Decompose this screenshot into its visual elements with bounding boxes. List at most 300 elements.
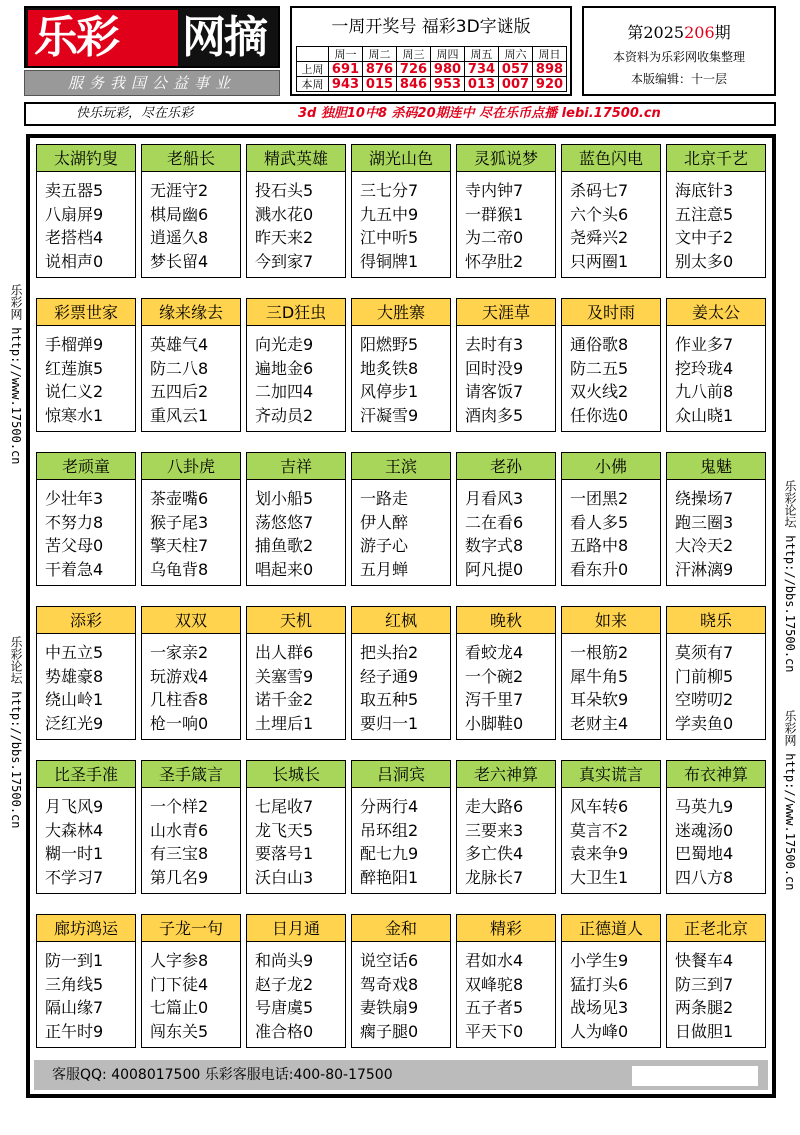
card-riddle-list bbox=[255, 333, 313, 427]
riddle-line: 绕操场7 bbox=[675, 489, 734, 508]
side-text-left-top: 乐彩网 http://www.17500.cn bbox=[9, 284, 23, 465]
card-riddle-list bbox=[570, 641, 628, 735]
riddle-line: 别太多0 bbox=[675, 251, 734, 271]
riddle-line: 沃白山3 bbox=[255, 867, 314, 887]
riddle-line: 糊一时1 bbox=[45, 844, 104, 863]
card-author: 金和 bbox=[352, 915, 450, 942]
day-header: 周六 bbox=[499, 47, 533, 62]
riddle-card bbox=[351, 144, 451, 278]
card-riddle-list bbox=[255, 949, 313, 1043]
riddle-line: 一路走 bbox=[360, 489, 409, 508]
card-riddle-list bbox=[570, 179, 628, 273]
riddle-card bbox=[141, 452, 241, 586]
card-riddle-list bbox=[150, 487, 208, 581]
riddle-line: 君如水4 bbox=[465, 951, 524, 970]
riddle-grid bbox=[26, 134, 776, 1098]
riddle-line: 任你选0 bbox=[570, 405, 629, 425]
riddle-line: 手榴弹9 bbox=[45, 335, 104, 354]
card-riddle-list bbox=[465, 333, 523, 427]
riddle-line: 分两行4 bbox=[360, 797, 419, 816]
card-riddle-list bbox=[465, 487, 523, 581]
card-riddle-list bbox=[675, 179, 733, 273]
card-author: 子龙一句 bbox=[142, 915, 240, 942]
riddle-line: 划小船5 bbox=[255, 489, 314, 508]
riddle-line: 杀码七7 bbox=[570, 181, 629, 200]
card-riddle-list bbox=[150, 641, 208, 735]
draw-number: 734 bbox=[465, 62, 499, 77]
draw-number: 846 bbox=[397, 77, 431, 92]
riddle-line: 山水青6 bbox=[150, 820, 209, 840]
riddle-line: 人为峰0 bbox=[570, 1021, 629, 1041]
card-author: 八卦虎 bbox=[142, 453, 240, 480]
riddle-card bbox=[456, 760, 556, 894]
site-logo[interactable] bbox=[24, 6, 280, 68]
riddle-line: 干着急4 bbox=[45, 559, 104, 579]
riddle-card bbox=[351, 452, 451, 586]
riddle-line: 一根筋2 bbox=[570, 643, 629, 662]
riddle-card bbox=[246, 760, 346, 894]
riddle-line: 空唠叨2 bbox=[675, 690, 734, 709]
draws-row-last-week bbox=[297, 62, 567, 77]
riddle-line: 九八前8 bbox=[675, 382, 734, 401]
riddle-line: 二加四4 bbox=[255, 382, 314, 401]
card-author: 太湖钓叟 bbox=[37, 145, 135, 172]
riddle-line: 为二帝0 bbox=[465, 228, 524, 247]
riddle-line: 溅水花0 bbox=[255, 204, 314, 224]
riddle-line: 两条腿2 bbox=[675, 998, 734, 1017]
riddle-line: 无涯守2 bbox=[150, 181, 209, 200]
card-author: 王滨 bbox=[352, 453, 450, 480]
logo-black-block bbox=[180, 10, 278, 66]
day-header: 周三 bbox=[397, 47, 431, 62]
card-author: 老顽童 bbox=[37, 453, 135, 480]
card-author: 蓝色闪电 bbox=[562, 145, 660, 172]
riddle-line: 日做胆1 bbox=[675, 1021, 734, 1041]
card-author: 晚秋 bbox=[457, 607, 555, 634]
draws-table bbox=[296, 46, 567, 92]
riddle-card bbox=[141, 298, 241, 432]
riddle-line: 多亡佚4 bbox=[465, 844, 524, 863]
riddle-line: 阳燃野5 bbox=[360, 335, 419, 354]
card-author: 彩票世家 bbox=[37, 299, 135, 326]
riddle-card bbox=[561, 298, 661, 432]
card-riddle-list bbox=[150, 795, 208, 889]
day-header: 周四 bbox=[431, 47, 465, 62]
riddle-card bbox=[36, 760, 136, 894]
footer-bar bbox=[34, 1060, 768, 1090]
riddle-line: 红莲旗5 bbox=[45, 358, 104, 378]
side-text-right-bottom: 乐彩网 http://www.17500.cn bbox=[783, 710, 797, 891]
riddle-line: 防二八8 bbox=[150, 358, 209, 378]
riddle-line: 配七九9 bbox=[360, 844, 419, 863]
riddle-line: 挖玲珑4 bbox=[675, 358, 734, 378]
logo-text-right: 网摘 bbox=[182, 12, 266, 63]
card-author: 精武英雄 bbox=[247, 145, 345, 172]
card-riddle-list bbox=[570, 333, 628, 427]
customer-service-text: 客服QQ: 4008017500 乐彩客服电话:400-80-17500 bbox=[52, 1067, 393, 1083]
riddle-line: 齐动员2 bbox=[255, 405, 314, 425]
card-author: 湖光山色 bbox=[352, 145, 450, 172]
side-text-left-bottom: 乐彩论坛 http://bbs.17500.cn bbox=[9, 636, 23, 829]
card-author: 灵狐说梦 bbox=[457, 145, 555, 172]
riddle-line: 看东升0 bbox=[570, 559, 629, 579]
card-riddle-list bbox=[45, 641, 103, 735]
riddle-card bbox=[246, 144, 346, 278]
riddle-line: 怀孕肚2 bbox=[465, 251, 524, 271]
draw-number: 980 bbox=[431, 62, 465, 77]
issue-note: 本资料为乐彩网收集整理 bbox=[612, 50, 745, 64]
riddle-line: 梦长留4 bbox=[150, 251, 209, 271]
promo-link[interactable]: 3d 独胆10中8 杀码20期连中 尽在乐币点播 lebi.17500.cn bbox=[298, 106, 661, 121]
riddle-card bbox=[141, 144, 241, 278]
card-author: 廊坊鸿运 bbox=[37, 915, 135, 942]
card-author: 长城长 bbox=[247, 761, 345, 788]
riddle-line: 大卫生1 bbox=[570, 867, 629, 887]
riddle-line: 江中听5 bbox=[360, 228, 419, 247]
riddle-line: 第几名9 bbox=[150, 867, 209, 887]
card-riddle-list bbox=[675, 333, 733, 427]
riddle-line: 擎天柱7 bbox=[150, 536, 209, 555]
draw-number: 726 bbox=[397, 62, 431, 77]
riddle-line: 关塞雪9 bbox=[255, 666, 314, 686]
row-label: 上周 bbox=[297, 62, 329, 77]
riddle-line: 吊环组2 bbox=[360, 820, 419, 840]
riddle-card bbox=[36, 914, 136, 1048]
riddle-line: 唱起来0 bbox=[255, 559, 314, 579]
riddle-line: 五四后2 bbox=[150, 382, 209, 401]
riddle-line: 老财主4 bbox=[570, 713, 629, 733]
card-riddle-list bbox=[255, 179, 313, 273]
card-author: 比圣手准 bbox=[37, 761, 135, 788]
draw-number: 015 bbox=[363, 77, 397, 92]
issue-prefix: 第2025 bbox=[627, 23, 685, 42]
riddle-line: 防二五5 bbox=[570, 358, 629, 378]
riddle-card bbox=[36, 144, 136, 278]
riddle-line: 门下徒4 bbox=[150, 974, 209, 994]
riddle-line: 作业多7 bbox=[675, 335, 734, 354]
riddle-line: 一群猴1 bbox=[465, 204, 524, 224]
issue-line bbox=[584, 20, 774, 43]
riddle-card bbox=[36, 298, 136, 432]
card-author: 大胜寨 bbox=[352, 299, 450, 326]
riddle-line: 七篇止0 bbox=[150, 998, 209, 1017]
riddle-line: 一家亲2 bbox=[150, 643, 209, 662]
card-riddle-list bbox=[675, 949, 733, 1043]
riddle-line: 隔山缘7 bbox=[45, 998, 104, 1017]
card-author: 老六神算 bbox=[457, 761, 555, 788]
card-riddle-list bbox=[570, 949, 628, 1043]
draw-number: 013 bbox=[465, 77, 499, 92]
riddle-card bbox=[351, 606, 451, 740]
riddle-line: 学卖鱼0 bbox=[675, 713, 734, 733]
card-riddle-list bbox=[150, 333, 208, 427]
card-author: 日月通 bbox=[247, 915, 345, 942]
riddle-line: 看人多5 bbox=[570, 512, 629, 532]
side-text-right-top: 乐彩论坛 http://bbs.17500.cn bbox=[783, 480, 797, 673]
riddle-card bbox=[456, 298, 556, 432]
card-riddle-list bbox=[360, 333, 418, 427]
card-author: 鬼魅 bbox=[667, 453, 765, 480]
riddle-line: 六个头6 bbox=[570, 204, 629, 224]
riddle-line: 绕山岭1 bbox=[45, 690, 104, 709]
card-riddle-list bbox=[570, 795, 628, 889]
riddle-line: 巴蜀地4 bbox=[675, 844, 734, 863]
riddle-card bbox=[141, 606, 241, 740]
card-riddle-list bbox=[255, 795, 313, 889]
riddle-line: 汗淋漓9 bbox=[675, 559, 734, 579]
weekly-draws-panel bbox=[290, 6, 572, 96]
day-header: 周一 bbox=[329, 47, 363, 62]
riddle-line: 跑三圈3 bbox=[675, 512, 734, 532]
riddle-line: 伊人醉 bbox=[360, 512, 409, 532]
riddle-line: 地炙铁8 bbox=[360, 358, 419, 378]
card-author: 添彩 bbox=[37, 607, 135, 634]
riddle-card bbox=[36, 606, 136, 740]
riddle-line: 猴子尾3 bbox=[150, 512, 209, 532]
riddle-line: 平天下0 bbox=[465, 1021, 524, 1041]
riddle-line: 双峰驼8 bbox=[465, 974, 524, 994]
card-author: 吉祥 bbox=[247, 453, 345, 480]
riddle-line: 犀牛角5 bbox=[570, 666, 629, 686]
riddle-line: 迷魂汤0 bbox=[675, 820, 734, 840]
riddle-line: 防三到7 bbox=[675, 974, 734, 994]
riddle-line: 老搭档4 bbox=[45, 228, 104, 247]
card-author: 姜太公 bbox=[667, 299, 765, 326]
riddle-line: 瘸子腿0 bbox=[360, 1021, 419, 1041]
riddle-card bbox=[561, 452, 661, 586]
card-author: 小佛 bbox=[562, 453, 660, 480]
riddle-line: 号唐虞5 bbox=[255, 998, 314, 1017]
riddle-card bbox=[351, 298, 451, 432]
card-riddle-list bbox=[675, 487, 733, 581]
riddle-line: 莫言不2 bbox=[570, 820, 629, 840]
riddle-card bbox=[141, 914, 241, 1048]
riddle-line: 向光走9 bbox=[255, 335, 314, 354]
riddle-line: 风停步1 bbox=[360, 382, 419, 401]
riddle-card bbox=[666, 606, 766, 740]
riddle-line: 数字式8 bbox=[465, 536, 524, 555]
draws-header-row bbox=[297, 47, 567, 62]
riddle-card bbox=[666, 452, 766, 586]
riddle-card bbox=[246, 452, 346, 586]
riddle-card bbox=[141, 760, 241, 894]
riddle-line: 要归一1 bbox=[360, 713, 419, 733]
riddle-line: 五子者5 bbox=[465, 998, 524, 1017]
riddle-line: 遍地金6 bbox=[255, 358, 314, 378]
card-author: 缘来缘去 bbox=[142, 299, 240, 326]
card-author: 天机 bbox=[247, 607, 345, 634]
riddle-card bbox=[456, 452, 556, 586]
riddle-line: 闯东关5 bbox=[150, 1021, 209, 1041]
issue-editor: 本版编辑：十一层 bbox=[630, 72, 727, 86]
riddle-line: 大冷天2 bbox=[675, 536, 734, 555]
riddle-line: 说空话6 bbox=[360, 951, 419, 970]
riddle-line: 土埋后1 bbox=[255, 713, 314, 733]
riddle-line: 得铜牌1 bbox=[360, 251, 419, 271]
riddle-line: 八扇屏9 bbox=[45, 204, 104, 224]
riddle-line: 势雄豪8 bbox=[45, 666, 104, 686]
riddle-line: 不努力8 bbox=[45, 512, 104, 532]
riddle-line: 只两圈1 bbox=[570, 251, 629, 271]
riddle-line: 防一到1 bbox=[45, 951, 104, 970]
riddle-line: 五注意5 bbox=[675, 204, 734, 224]
riddle-card bbox=[666, 760, 766, 894]
slogan: 服务我国公益事业 bbox=[24, 70, 280, 96]
riddle-line: 枪一响0 bbox=[150, 713, 209, 733]
riddle-line: 妻铁扇9 bbox=[360, 998, 419, 1017]
card-author: 正德道人 bbox=[562, 915, 660, 942]
card-riddle-list bbox=[675, 641, 733, 735]
riddle-line: 二在看6 bbox=[465, 512, 524, 532]
card-riddle-list bbox=[465, 179, 523, 273]
riddle-line: 说相声0 bbox=[45, 251, 104, 271]
riddle-line: 泛红光9 bbox=[45, 713, 104, 733]
draw-number: 920 bbox=[533, 77, 567, 92]
riddle-line: 阿凡提0 bbox=[465, 559, 524, 579]
card-author: 老孙 bbox=[457, 453, 555, 480]
riddle-line: 龙飞天5 bbox=[255, 820, 314, 840]
card-riddle-list bbox=[465, 949, 523, 1043]
draws-row-this-week bbox=[297, 77, 567, 92]
riddle-line: 诺千金2 bbox=[255, 690, 314, 709]
riddle-line: 七尾收7 bbox=[255, 797, 314, 816]
riddle-line: 大森林4 bbox=[45, 820, 104, 840]
riddle-line: 快餐车4 bbox=[675, 951, 734, 970]
riddle-line: 英雄气4 bbox=[150, 335, 209, 354]
draw-number: 007 bbox=[499, 77, 533, 92]
riddle-line: 捕鱼歌2 bbox=[255, 536, 314, 555]
issue-number: 206 bbox=[684, 23, 715, 42]
riddle-line: 去时有3 bbox=[465, 335, 524, 354]
riddle-line: 龙脉长7 bbox=[465, 867, 524, 887]
card-author: 三D狂虫 bbox=[247, 299, 345, 326]
card-author: 精彩 bbox=[457, 915, 555, 942]
riddle-line: 今到家7 bbox=[255, 251, 314, 271]
riddle-line: 乌龟背8 bbox=[150, 559, 209, 579]
riddle-line: 袁来争9 bbox=[570, 844, 629, 863]
card-author: 老船长 bbox=[142, 145, 240, 172]
card-author: 双双 bbox=[142, 607, 240, 634]
riddle-line: 中五立5 bbox=[45, 643, 104, 662]
card-riddle-list bbox=[360, 641, 418, 735]
riddle-line: 泻千里7 bbox=[465, 690, 524, 709]
card-riddle-list bbox=[45, 179, 103, 273]
riddle-line: 有三宝8 bbox=[150, 844, 209, 863]
card-author: 如来 bbox=[562, 607, 660, 634]
riddle-card bbox=[246, 298, 346, 432]
riddle-line: 取五种5 bbox=[360, 690, 419, 709]
riddle-line: 赵子龙2 bbox=[255, 974, 314, 994]
issue-panel bbox=[582, 6, 776, 96]
riddle-line: 小脚鞋0 bbox=[465, 713, 524, 733]
riddle-line: 门前柳5 bbox=[675, 666, 734, 686]
logo-text-left: 乐彩 bbox=[34, 12, 118, 63]
day-header: 周二 bbox=[363, 47, 397, 62]
card-author: 圣手箴言 bbox=[142, 761, 240, 788]
riddle-line: 准合格0 bbox=[255, 1021, 314, 1041]
card-riddle-list bbox=[360, 179, 418, 273]
riddle-line: 通俗歌8 bbox=[570, 335, 629, 354]
card-riddle-list bbox=[255, 641, 313, 735]
riddle-line: 文中子2 bbox=[675, 228, 734, 247]
card-riddle-list bbox=[360, 487, 408, 581]
card-riddle-list bbox=[360, 795, 418, 889]
draw-number: 898 bbox=[533, 62, 567, 77]
riddle-line: 把头抬2 bbox=[360, 643, 419, 662]
riddle-line: 众山晓1 bbox=[675, 405, 734, 425]
riddle-line: 玩游戏4 bbox=[150, 666, 209, 686]
riddle-card bbox=[456, 914, 556, 1048]
riddle-line: 九五中9 bbox=[360, 204, 419, 224]
card-riddle-list bbox=[45, 487, 103, 581]
issue-suffix: 期 bbox=[714, 23, 731, 42]
riddle-line: 棋局幽6 bbox=[150, 204, 209, 224]
riddle-card bbox=[456, 606, 556, 740]
card-riddle-list bbox=[360, 949, 418, 1043]
riddle-line: 苦父母0 bbox=[45, 536, 104, 555]
riddle-line: 出人群6 bbox=[255, 643, 314, 662]
riddle-line: 风车转6 bbox=[570, 797, 629, 816]
riddle-card bbox=[561, 760, 661, 894]
draw-number: 953 bbox=[431, 77, 465, 92]
draw-number: 943 bbox=[329, 77, 363, 92]
riddle-line: 寺内钟7 bbox=[465, 181, 524, 200]
riddle-line: 茶壶嘴6 bbox=[150, 489, 209, 508]
riddle-line: 说仁义2 bbox=[45, 382, 104, 401]
riddle-line: 荡悠悠7 bbox=[255, 512, 314, 532]
card-riddle-list bbox=[465, 795, 523, 889]
riddle-card bbox=[666, 144, 766, 278]
riddle-line: 请客饭7 bbox=[465, 382, 524, 401]
riddle-line: 战场见3 bbox=[570, 998, 629, 1017]
riddle-line: 回时没9 bbox=[465, 358, 524, 378]
card-author: 布衣神算 bbox=[667, 761, 765, 788]
riddle-line: 马英九9 bbox=[675, 797, 734, 816]
riddle-line: 重风云1 bbox=[150, 405, 209, 425]
riddle-card bbox=[561, 914, 661, 1048]
riddle-card bbox=[246, 606, 346, 740]
card-riddle-list bbox=[45, 795, 103, 889]
riddle-line: 酒肉多5 bbox=[465, 405, 524, 425]
riddle-line: 一团黑2 bbox=[570, 489, 629, 508]
riddle-line: 月飞风9 bbox=[45, 797, 104, 816]
card-author: 晓乐 bbox=[667, 607, 765, 634]
card-riddle-list bbox=[465, 641, 523, 735]
card-riddle-list bbox=[255, 487, 313, 581]
day-header: 周日 bbox=[533, 47, 567, 62]
card-author: 吕洞宾 bbox=[352, 761, 450, 788]
riddle-line: 一个碗2 bbox=[465, 666, 524, 686]
card-author: 红枫 bbox=[352, 607, 450, 634]
draw-number: 876 bbox=[363, 62, 397, 77]
card-author: 天涯草 bbox=[457, 299, 555, 326]
riddle-card bbox=[561, 606, 661, 740]
riddle-card bbox=[561, 144, 661, 278]
riddle-card bbox=[351, 760, 451, 894]
card-riddle-list bbox=[150, 179, 208, 273]
riddle-line: 三要来3 bbox=[465, 820, 524, 840]
card-riddle-list bbox=[45, 333, 103, 427]
riddle-line: 小学生9 bbox=[570, 951, 629, 970]
card-riddle-list bbox=[675, 795, 733, 889]
riddle-line: 月看风3 bbox=[465, 489, 524, 508]
draw-number: 691 bbox=[329, 62, 363, 77]
card-riddle-list bbox=[45, 949, 103, 1043]
riddle-line: 海底针3 bbox=[675, 181, 734, 200]
riddle-line: 和尚头9 bbox=[255, 951, 314, 970]
riddle-line: 双火线2 bbox=[570, 382, 629, 401]
riddle-line: 少壮年3 bbox=[45, 489, 104, 508]
